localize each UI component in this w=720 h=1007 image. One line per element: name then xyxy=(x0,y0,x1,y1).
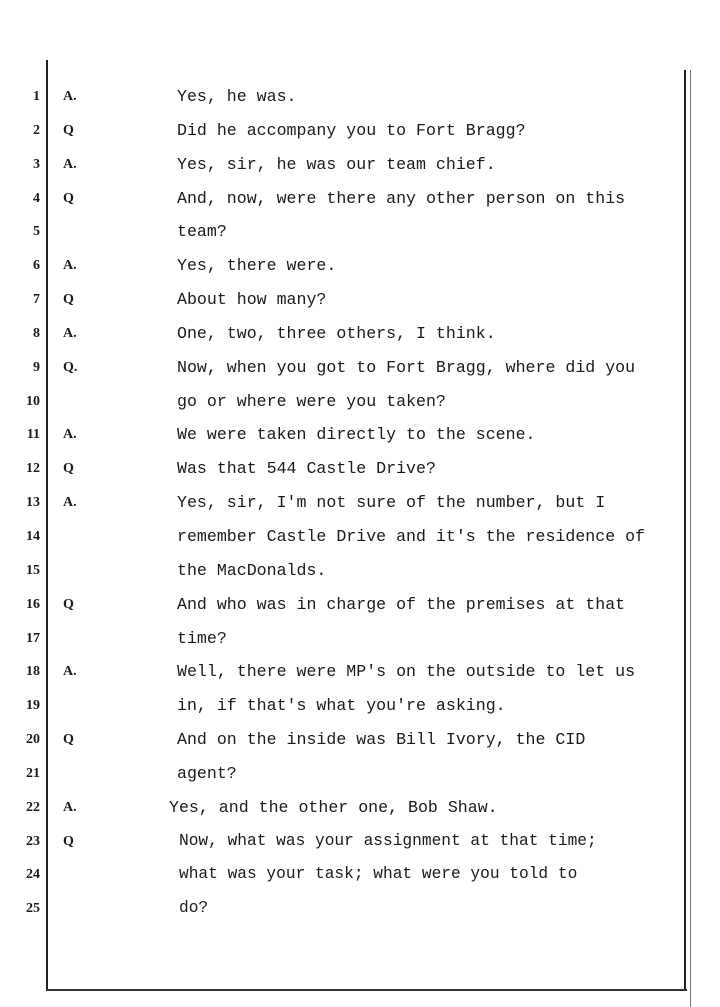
line-text: agent? xyxy=(177,763,237,783)
transcript-line xyxy=(0,592,684,626)
line-number: 17 xyxy=(26,630,40,646)
line-number: 1 xyxy=(33,89,40,104)
line-text: And on the inside was Bill Ivory, the CID xyxy=(177,730,586,750)
line-number: 11 xyxy=(26,427,40,443)
speaker-label: A. xyxy=(63,427,77,443)
transcript-line xyxy=(0,829,684,863)
speaker-label: Q xyxy=(63,292,74,308)
line-text: Did he accompany you to Fort Bragg? xyxy=(177,120,526,140)
speaker-label: A. xyxy=(63,799,77,815)
line-text: in, if that's what you're asking. xyxy=(177,696,506,716)
transcript-line xyxy=(0,84,684,118)
line-number: 18 xyxy=(26,664,40,680)
transcript-line xyxy=(0,524,684,558)
line-number: 13 xyxy=(26,495,40,511)
line-number: 5 xyxy=(33,224,40,240)
transcript-line xyxy=(0,186,684,220)
line-text: Yes, sir, he was our team chief. xyxy=(177,154,496,174)
line-text: do? xyxy=(179,899,209,918)
transcript-line xyxy=(0,862,684,896)
line-text: what was your task; what were you told to xyxy=(179,865,578,884)
line-text: And, now, were there any other person on this xyxy=(177,188,626,208)
line-number: 19 xyxy=(26,698,40,714)
line-text: And who was in charge of the premises at that xyxy=(177,594,626,614)
line-text: Yes, sir, I'm not sure of the number, but I xyxy=(177,493,606,513)
line-number: 15 xyxy=(26,562,40,578)
speaker-label: Q xyxy=(63,461,74,477)
line-number: 23 xyxy=(26,833,40,849)
line-text: One, two, three others, I think. xyxy=(177,323,496,343)
speaker-label: A. xyxy=(63,495,77,511)
transcript-line xyxy=(0,490,684,524)
transcript-line xyxy=(0,219,684,253)
line-number: 16 xyxy=(26,596,40,612)
line-text: go or where were you taken? xyxy=(177,391,446,411)
line-text: Yes, he was. xyxy=(177,87,297,106)
line-text: Yes, there were. xyxy=(177,256,337,276)
speaker-label: A. xyxy=(63,156,77,172)
transcript-line xyxy=(0,389,684,423)
speaker-label: Q xyxy=(63,833,74,849)
line-number: 10 xyxy=(26,393,40,409)
right-margin-rule xyxy=(684,70,686,991)
speaker-label: Q xyxy=(63,732,74,748)
line-number: 25 xyxy=(26,901,40,917)
transcript-line xyxy=(0,626,684,660)
line-number: 21 xyxy=(26,765,40,781)
speaker-label: Q. xyxy=(63,359,78,375)
line-text: Now, when you got to Fort Bragg, where did you xyxy=(177,357,636,377)
line-text: the MacDonalds. xyxy=(177,560,327,580)
transcript-line xyxy=(0,659,684,693)
speaker-label: A. xyxy=(63,258,77,274)
transcript-line xyxy=(0,693,684,727)
line-number: 14 xyxy=(26,528,40,544)
speaker-label: Q xyxy=(63,190,74,206)
transcript-line xyxy=(0,253,684,287)
line-number: 9 xyxy=(33,359,40,375)
transcript-line xyxy=(0,896,684,930)
right-margin-rule-outer xyxy=(690,70,691,1007)
speaker-label: A. xyxy=(63,89,77,104)
line-text: Now, what was your assignment at that time; xyxy=(179,831,597,850)
line-number: 2 xyxy=(33,122,40,138)
line-number: 24 xyxy=(26,867,40,883)
transcript-line xyxy=(0,558,684,592)
line-text: Yes, and the other one, Bob Shaw. xyxy=(169,797,498,817)
transcript-line xyxy=(0,355,684,389)
transcript-line xyxy=(0,422,684,456)
speaker-label: A. xyxy=(63,664,77,680)
line-number: 12 xyxy=(26,461,40,477)
speaker-label: Q xyxy=(63,122,74,138)
transcript-line xyxy=(0,456,684,490)
line-number: 7 xyxy=(33,292,40,308)
transcript-line xyxy=(0,795,684,829)
transcript-line xyxy=(0,727,684,761)
transcript-lines xyxy=(0,84,684,930)
line-number: 20 xyxy=(26,732,40,748)
line-number: 3 xyxy=(33,156,40,172)
line-number: 8 xyxy=(33,325,40,341)
speaker-label: Q xyxy=(63,596,74,612)
line-text: time? xyxy=(177,628,227,648)
line-number: 4 xyxy=(33,190,40,206)
transcript-line xyxy=(0,321,684,355)
transcript-line xyxy=(0,118,684,152)
transcript-line xyxy=(0,152,684,186)
line-number: 6 xyxy=(33,258,40,274)
transcript-line xyxy=(0,287,684,321)
line-text: team? xyxy=(177,222,227,242)
line-number: 22 xyxy=(26,799,40,815)
line-text: About how many? xyxy=(177,290,327,310)
speaker-label: A. xyxy=(63,325,77,341)
line-text: Well, there were MP's on the outside to let us xyxy=(177,662,636,682)
line-text: We were taken directly to the scene. xyxy=(177,425,536,445)
bottom-rule xyxy=(46,989,687,991)
transcript-line xyxy=(0,761,684,795)
line-text: remember Castle Drive and it's the residence of xyxy=(177,526,646,546)
line-text: Was that 544 Castle Drive? xyxy=(177,459,436,479)
